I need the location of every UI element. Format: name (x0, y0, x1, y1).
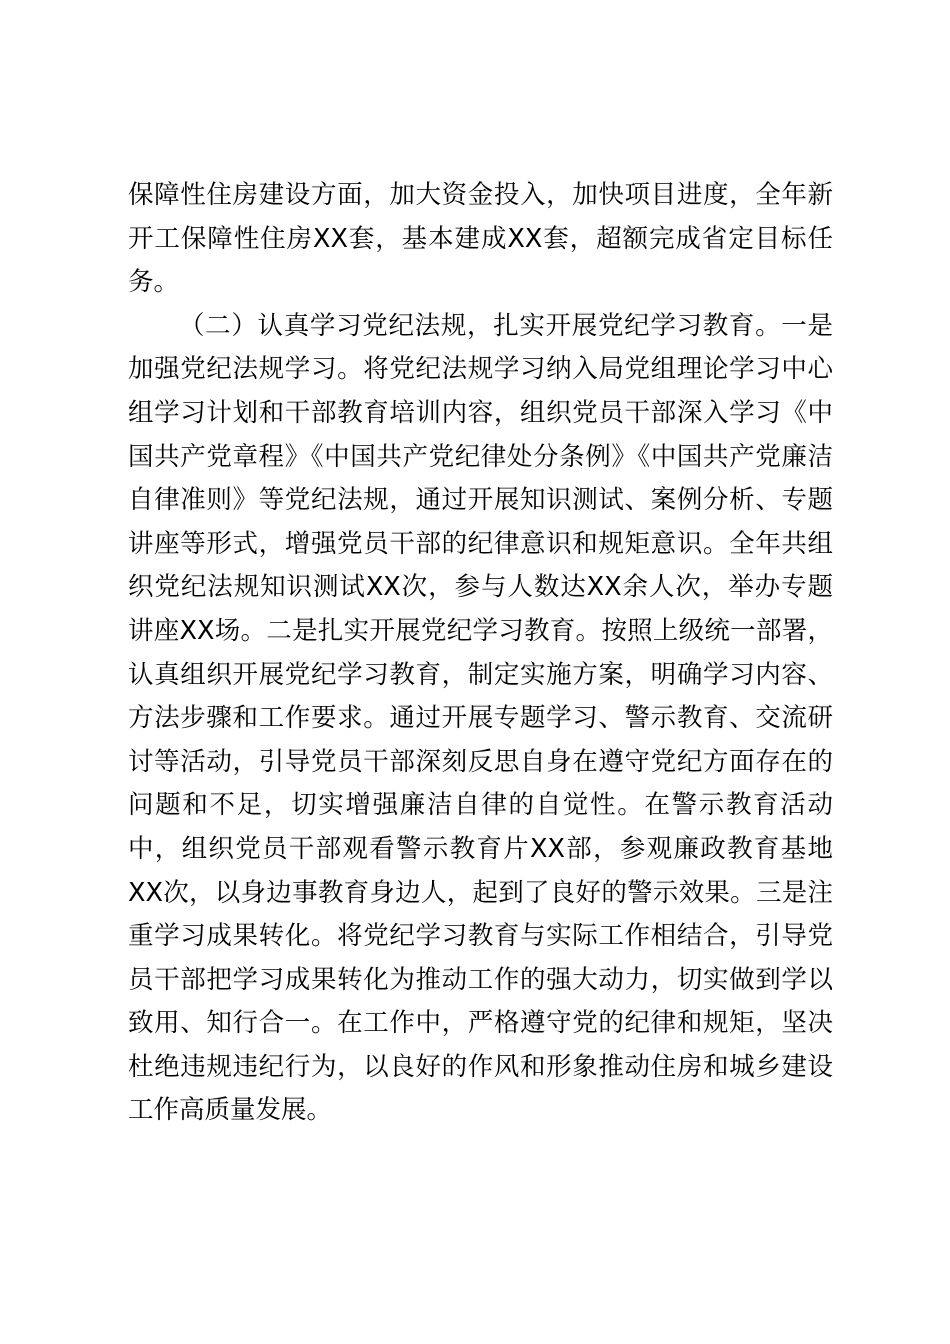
paragraph-housing-construction: 保障性住房建设方面，加大资金投入，加快项目进度，全年新开工保障性住房XX套，基本建成XX套，超额完成省定目标任务。 (128, 180, 833, 298)
body-text (128, 174, 833, 1133)
paragraph-party-discipline-education: （二）认真学习党纪法规，扎实开展党纪学习教育。一是加强党纪法规学习。将党纪法规学习纳入局党组理论学习中心组学习计划和干部教育培训内容，组织党员干部深入学习《中国共产党章程》《中国共产党纪律处分条例》《中国共产党廉洁自律准则》等党纪法规，通过开展知识测试、案例分析、专题讲座等形式，增强党员干部的纪律意识和规矩意识。全年共组织党纪法规知识测试XX次，参与人数达XX余人次，举办专题讲座XX场。二是扎实开展党纪学习教育。按照上级统一部署，认真组织开展党纪学习教育，制定实施方案，明确学习内容、方法步骤和工作要求。通过开展专题学习、警示教育、交流研讨等活动，引导党员干部深刻反思自身在遵守党纪方面存在的问题和不足，切实增强廉洁自律的自觉性。在警示教育活动中，组织党员干部观看警示教育片XX部，参观廉政教育基地XX次，以身边事教育身边人，起到了良好的警示效果。三是注重学习成果转化。将党纪学习教育与实际工作相结合，引导党员干部把学习成果转化为推动工作的强大动力，切实做到学以致用、知行合一。在工作中，严格遵守党的纪律和规矩，坚决杜绝违规违纪行为，以良好的作风和形象推动住房和城乡建设工作高质量发展。 (128, 310, 833, 1126)
